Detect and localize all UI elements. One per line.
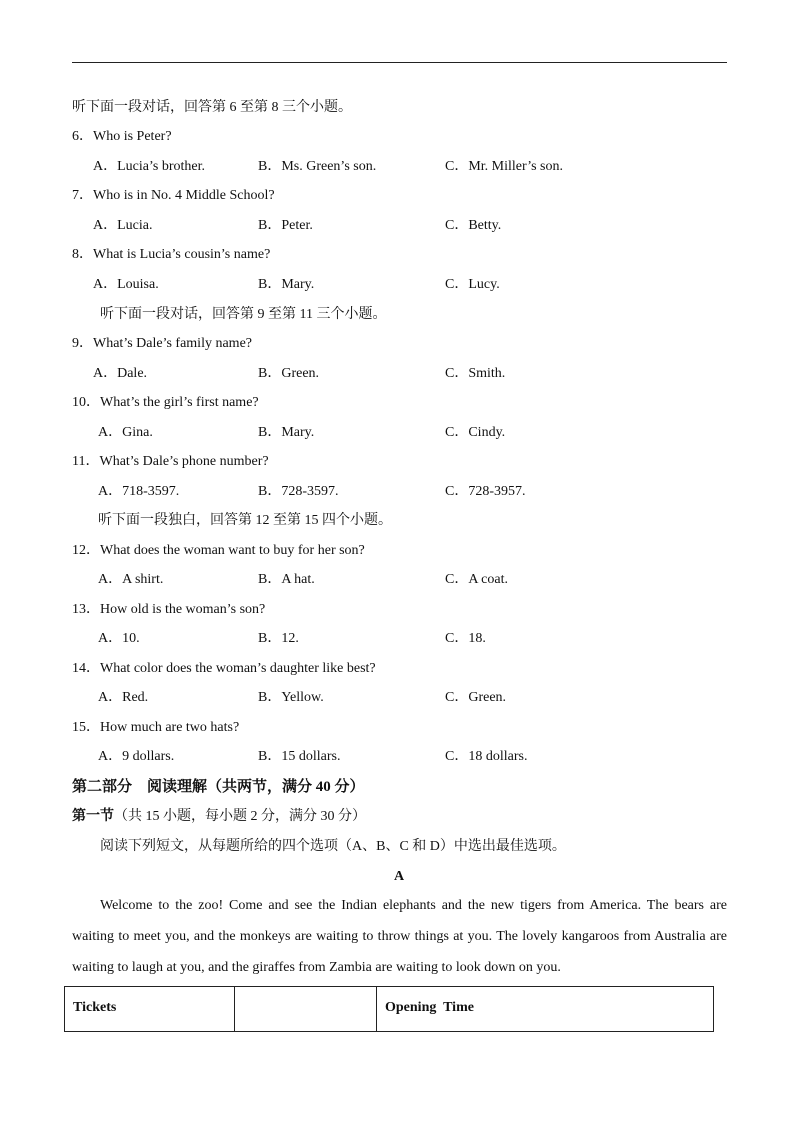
question-13-option-b: B．12. bbox=[258, 631, 299, 646]
question-6-option-c: C．Mr. Miller’s son. bbox=[445, 159, 563, 174]
question-12-option-c: C．A coat. bbox=[445, 572, 508, 587]
section1-label: 第一节 bbox=[72, 809, 114, 824]
question-13-stem: 13．How old is the woman’s son? bbox=[72, 602, 266, 617]
question-9-stem: 9．What’s Dale’s family name? bbox=[72, 336, 252, 351]
question-9-option-c: C．Smith. bbox=[445, 366, 506, 381]
question-10-stem: 10．What’s the girl’s first name? bbox=[72, 395, 259, 410]
instruction-monologue-12-15: 听下面一段独白，回答第 12 至第 15 四个小题。 bbox=[98, 513, 392, 528]
question-7-option-c: C．Betty. bbox=[445, 218, 502, 233]
question-12-option-a: A．A shirt. bbox=[98, 572, 164, 587]
table-cell-tickets bbox=[65, 987, 235, 1031]
question-10-option-b: B．Mary. bbox=[258, 425, 315, 440]
question-7-stem: 7．Who is in No. 4 Middle School? bbox=[72, 188, 275, 203]
table-cell-empty bbox=[235, 987, 377, 1031]
question-11-stem: 11．What’s Dale’s phone number? bbox=[72, 454, 269, 469]
question-15-option-c: C．18 dollars. bbox=[445, 749, 528, 764]
table-header-tickets: Tickets bbox=[73, 1000, 117, 1015]
table-cell-opening-time bbox=[377, 987, 712, 1031]
question-12-option-b: B．A hat. bbox=[258, 572, 315, 587]
question-6-option-b: B．Ms. Green’s son. bbox=[258, 159, 377, 174]
passage-line-3: waiting to laugh at you, and the giraffes from Zambia are waiting to look down on you. bbox=[72, 960, 561, 975]
question-11-option-c: C．728-3957. bbox=[445, 484, 526, 499]
info-table bbox=[64, 986, 714, 1032]
question-15-stem: 15．How much are two hats? bbox=[72, 720, 240, 735]
question-11-option-a: A．718-3597. bbox=[98, 484, 180, 499]
question-14-stem: 14．What color does the woman’s daughter like best? bbox=[72, 661, 376, 676]
question-15-option-b: B．15 dollars. bbox=[258, 749, 341, 764]
table-header-opening-time: Opening Time bbox=[385, 1000, 474, 1015]
section1-heading bbox=[72, 808, 366, 826]
instruction-dialog-9-11: 听下面一段对话，回答第 9 至第 11 三个小题。 bbox=[100, 307, 387, 322]
passage-line-2: waiting to meet you, and the monkeys are waiting to throw things at you. The lovely kangaroos from Australia are bbox=[72, 929, 727, 944]
question-8-stem: 8．What is Lucia’s cousin’s name? bbox=[72, 247, 271, 262]
question-7-option-b: B．Peter. bbox=[258, 218, 313, 233]
question-9-option-b: B．Green. bbox=[258, 366, 320, 381]
question-10-option-a: A．Gina. bbox=[98, 425, 153, 440]
question-11-option-b: B．728-3597. bbox=[258, 484, 339, 499]
part2-title: 第二部分 阅读理解（共两节，满分 40 分） bbox=[72, 779, 365, 795]
question-8-option-a: A．Louisa. bbox=[93, 277, 159, 292]
question-13-option-c: C．18. bbox=[445, 631, 486, 646]
question-8-option-b: B．Mary. bbox=[258, 277, 315, 292]
header-rule bbox=[72, 62, 727, 63]
section1-detail: （共 15 小题，每小题 2 分，满分 30 分） bbox=[114, 809, 366, 824]
question-10-option-c: C．Cindy. bbox=[445, 425, 506, 440]
reading-instruction: 阅读下列短文，从每题所给的四个选项（A、B、C 和 D）中选出最佳选项。 bbox=[100, 839, 566, 854]
question-9-option-a: A．Dale. bbox=[93, 366, 148, 381]
question-8-option-c: C．Lucy. bbox=[445, 277, 500, 292]
question-13-option-a: A．10. bbox=[98, 631, 140, 646]
question-6-option-a: A．Lucia’s brother. bbox=[93, 159, 205, 174]
instruction-dialog-6-8: 听下面一段对话，回答第 6 至第 8 三个小题。 bbox=[72, 100, 352, 115]
question-14-option-c: C．Green. bbox=[445, 690, 507, 705]
question-15-option-a: A．9 dollars. bbox=[98, 749, 175, 764]
question-12-stem: 12．What does the woman want to buy for her son? bbox=[72, 543, 365, 558]
passage-line-1: Welcome to the zoo! Come and see the Indian elephants and the new tigers from America. The bears are bbox=[100, 898, 727, 913]
question-7-option-a: A．Lucia. bbox=[93, 218, 153, 233]
question-14-option-b: B．Yellow. bbox=[258, 690, 324, 705]
question-6-stem: 6．Who is Peter? bbox=[72, 129, 172, 144]
question-14-option-a: A．Red. bbox=[98, 690, 149, 705]
passage-letter: A bbox=[394, 869, 405, 884]
